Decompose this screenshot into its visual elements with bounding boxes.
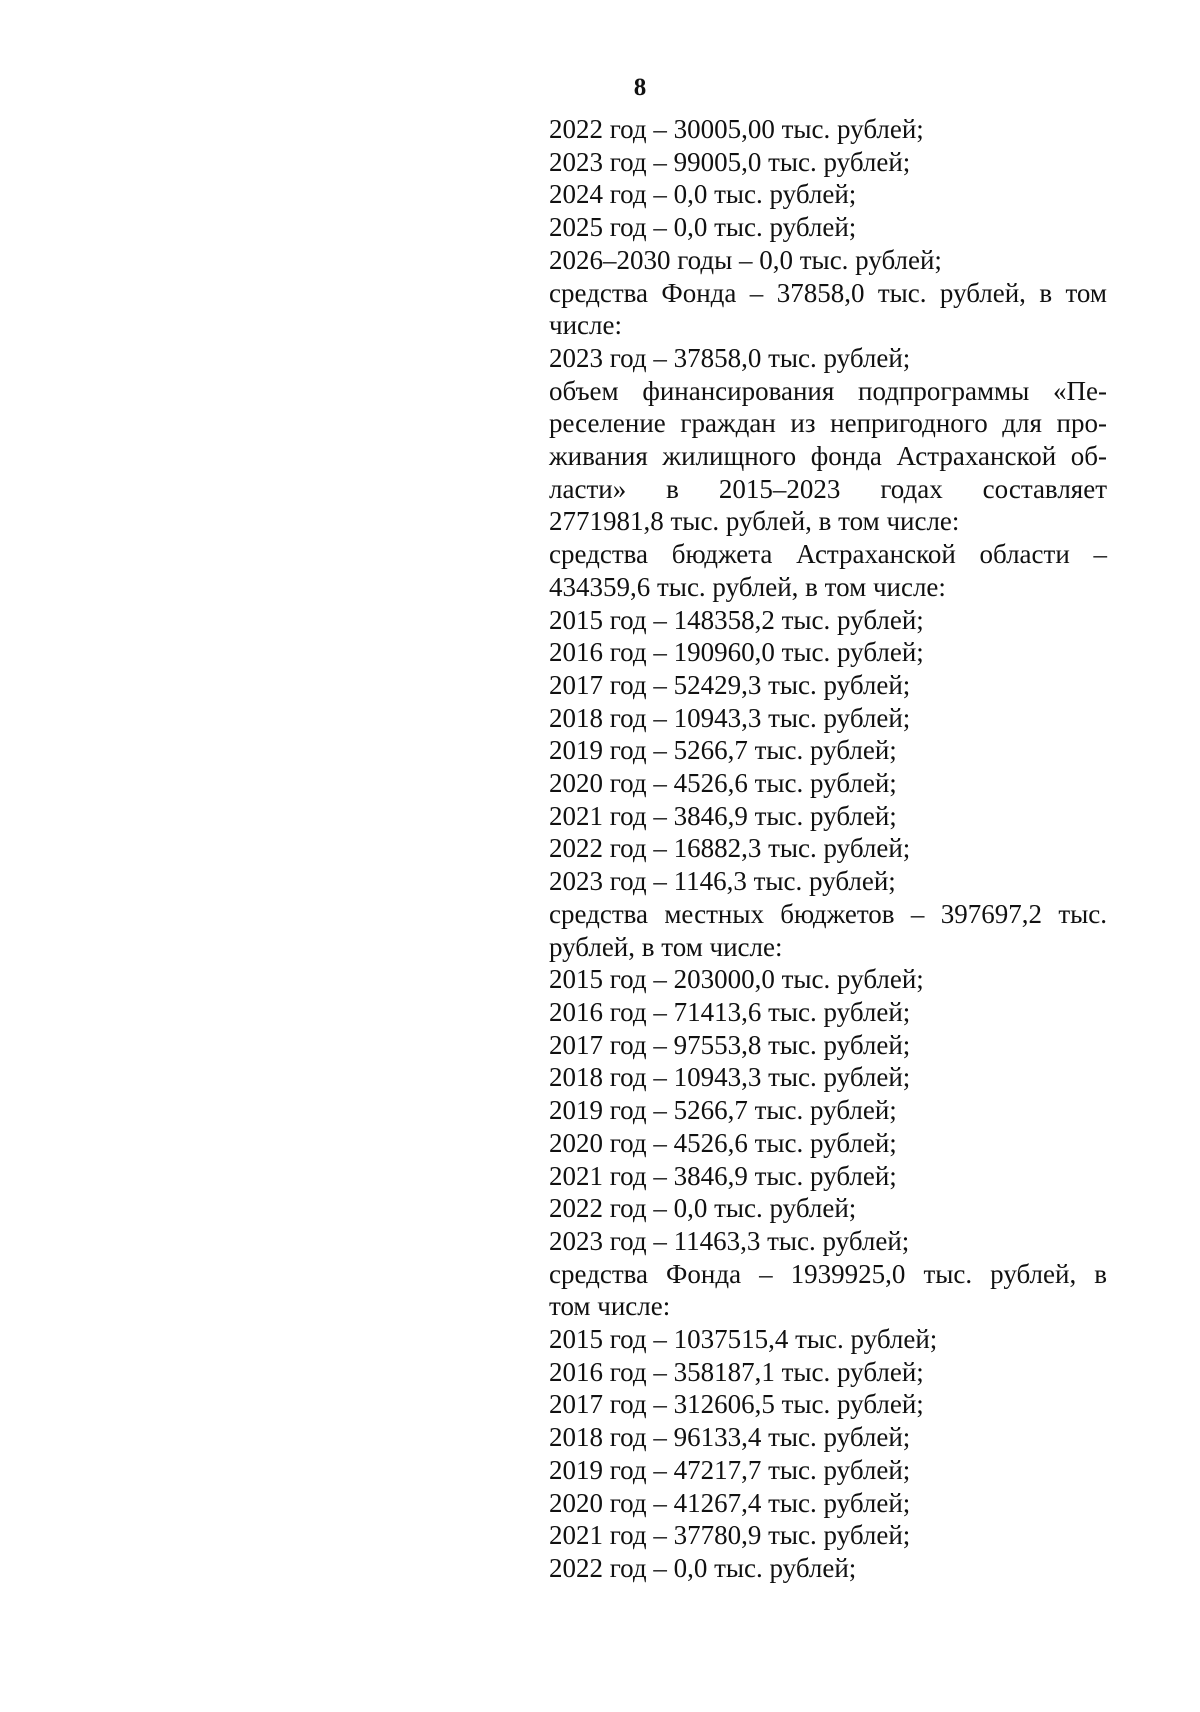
document-line: 2018 год – 10943,3 тыс. рублей; (549, 702, 911, 733)
document-line: 2023 год – 99005,0 тыс. рублей; (549, 146, 911, 177)
document-line: 2015 год – 203000,0 тыс. рублей; (549, 964, 924, 995)
document-line: 2021 год – 3846,9 тыс. рублей; (549, 800, 897, 831)
document-line: том числе: (549, 1291, 671, 1322)
page-number: 8 (633, 74, 647, 101)
document-line: 2019 год – 5266,7 тыс. рублей; (549, 1095, 897, 1126)
document-line: 2015 год – 148358,2 тыс. рублей; (549, 604, 924, 635)
document-line: объем финансирования подпрограммы «Пе- (549, 375, 1107, 406)
document-line: 2021 год – 3846,9 тыс. рублей; (549, 1160, 897, 1191)
document-line: рублей, в том числе: (549, 931, 783, 962)
document-line: 2024 год – 0,0 тыс. рублей; (549, 179, 857, 210)
document-line: 2015 год – 1037515,4 тыс. рублей; (549, 1324, 938, 1355)
document-line: 2020 год – 4526,6 тыс. рублей; (549, 768, 897, 799)
document-line: 2018 год – 96133,4 тыс. рублей; (549, 1422, 911, 1453)
document-line: 2023 год – 37858,0 тыс. рублей; (549, 342, 911, 373)
document-text-column (549, 113, 1107, 1585)
document-line: 2020 год – 4526,6 тыс. рублей; (549, 1127, 897, 1158)
document-line: 2771981,8 тыс. рублей, в том числе: (549, 506, 960, 537)
document-line: 2026–2030 годы – 0,0 тыс. рублей; (549, 244, 942, 275)
document-line: 2016 год – 358187,1 тыс. рублей; (549, 1356, 924, 1387)
document-line: живания жилищного фонда Астраханской об- (549, 441, 1107, 472)
document-line: 434359,6 тыс. рублей, в том числе: (549, 571, 946, 602)
document-line: 2017 год – 52429,3 тыс. рублей; (549, 669, 911, 700)
document-line: 2019 год – 5266,7 тыс. рублей; (549, 735, 897, 766)
document-line: 2021 год – 37780,9 тыс. рублей; (549, 1520, 911, 1551)
document-line: 2022 год – 30005,00 тыс. рублей; (549, 114, 924, 144)
document-line: 2023 год – 11463,3 тыс. рублей; (549, 1225, 910, 1256)
document-line: 2018 год – 10943,3 тыс. рублей; (549, 1062, 911, 1093)
document-line: 2022 год – 0,0 тыс. рублей; (549, 1552, 857, 1583)
document-line: числе: (549, 310, 622, 341)
document-line: 2017 год – 97553,8 тыс. рублей; (549, 1029, 911, 1060)
document-line: реселение граждан из непригодного для про- (549, 408, 1107, 439)
document-line: средства местных бюджетов – 397697,2 тыс. (549, 898, 1107, 929)
document-line: 2016 год – 190960,0 тыс. рублей; (549, 637, 924, 668)
document-line: 2017 год – 312606,5 тыс. рублей; (549, 1389, 924, 1420)
document-line: 2020 год – 41267,4 тыс. рублей; (549, 1487, 911, 1518)
document-line: 2016 год – 71413,6 тыс. рублей; (549, 996, 911, 1027)
document-line: средства Фонда – 1939925,0 тыс. рублей, в (549, 1258, 1107, 1289)
document-line: 2022 год – 0,0 тыс. рублей; (549, 1193, 857, 1224)
document-line: средства Фонда – 37858,0 тыс. рублей, в том (549, 277, 1107, 308)
document-line: 2022 год – 16882,3 тыс. рублей; (549, 833, 911, 864)
document-line: 2019 год – 47217,7 тыс. рублей; (549, 1454, 911, 1485)
document-line: 2025 год – 0,0 тыс. рублей; (549, 212, 857, 243)
document-line: 2023 год – 1146,3 тыс. рублей; (549, 866, 896, 897)
document-line: ласти» в 2015–2023 годах составляет (549, 473, 1107, 504)
document-line: средства бюджета Астраханской области – (549, 539, 1107, 570)
